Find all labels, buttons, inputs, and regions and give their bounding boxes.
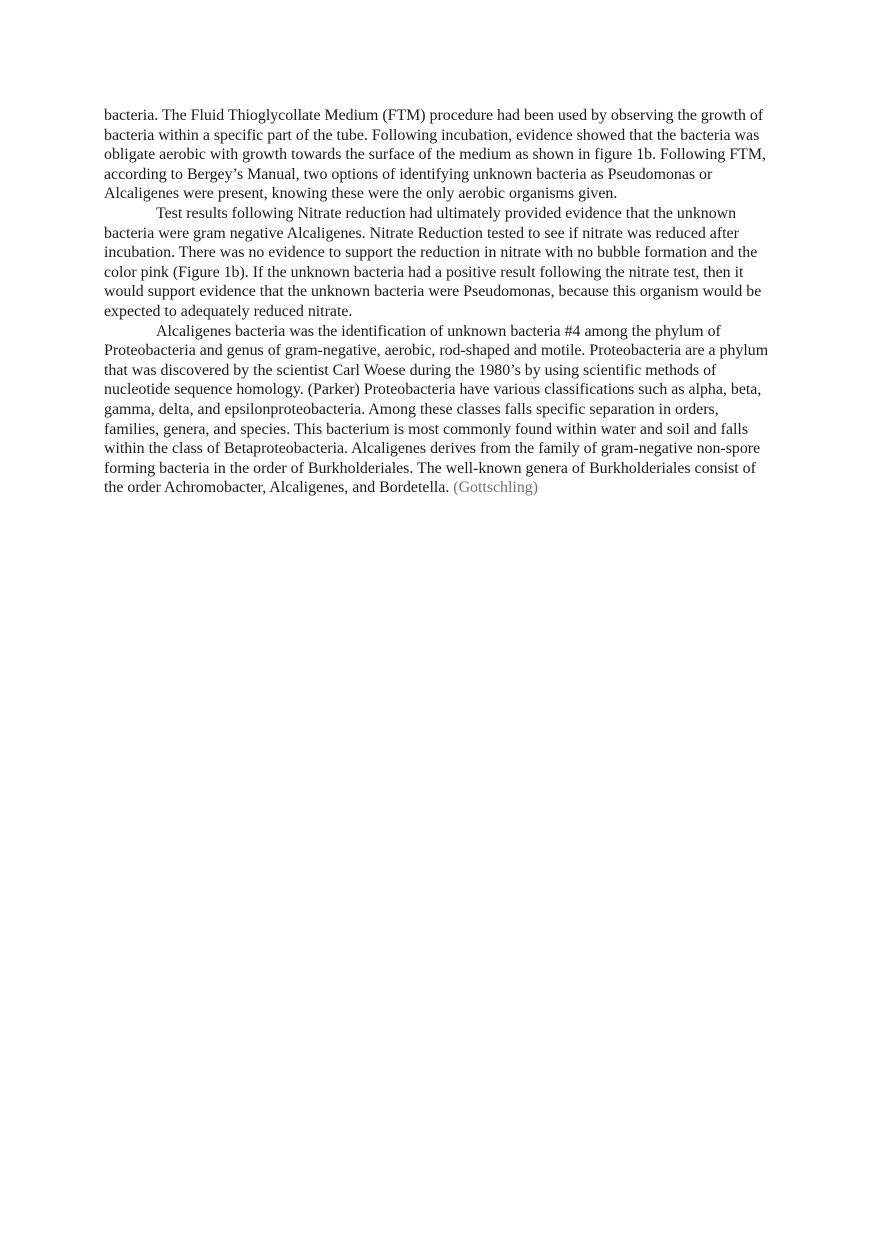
body-text	[104, 106, 776, 498]
paragraph-alcaligenes	[104, 322, 776, 498]
paragraph-ftm	[104, 106, 776, 204]
paragraph-ftm-text: bacteria. The Fluid Thioglycollate Medium (FTM) procedure had been used by observing the growth of bacteria within a specific part of the tube. Following incubation, evidence showed that the bacteria was obligate aerobic with growth towards the surface of the medium as shown in figure 1b. Following FTM, according to Bergey’s Manual, two options of identifying unknown bacteria as Pseudomonas or Alcaligenes were present, knowing these were the only aerobic organisms given.	[104, 107, 766, 203]
paragraph-alcaligenes-text: Alcaligenes bacteria was the identification of unknown bacteria #4 among the phylum of Proteobacteria and genus of gram-negative, aerobic, rod-shaped and motile. Proteobacteria are a phylum that was discovered by the scientist Carl Woese during the 1980’s by using scientific methods of nucleotide sequence homology. (Parker) Proteobacteria have various classifications such as alpha, beta, gamma, delta, and epsilonproteobacteria. Among these classes falls specific separation in orders, families, genera, and species. This bacterium is most commonly found within water and soil and falls within the class of Betaproteobacteria. Alcaligenes derives from the family of gram-negative non-spore forming bacteria in the order of Burkholderiales. The well-known genera of Burkholderiales consist of the order Achromobacter, Alcaligenes, and Bordetella.	[104, 322, 769, 497]
citation-gottschling: (Gottschling)	[453, 479, 539, 497]
paragraph-nitrate-reduction-text: Test results following Nitrate reduction had ultimately provided evidence that the unknown bacteria were gram negative Alcaligenes. Nitrate Reduction tested to see if nitrate was reduced after incubation. There was no evidence to support the reduction in nitrate with no bubble formation and the color pink (Figure 1b). If the unknown bacteria had a positive result following the nitrate test, then it would support evidence that the unknown bacteria were Pseudomonas, because this organism would be expected to adequately reduced nitrate.	[104, 204, 762, 320]
paragraph-nitrate-reduction	[104, 204, 776, 322]
